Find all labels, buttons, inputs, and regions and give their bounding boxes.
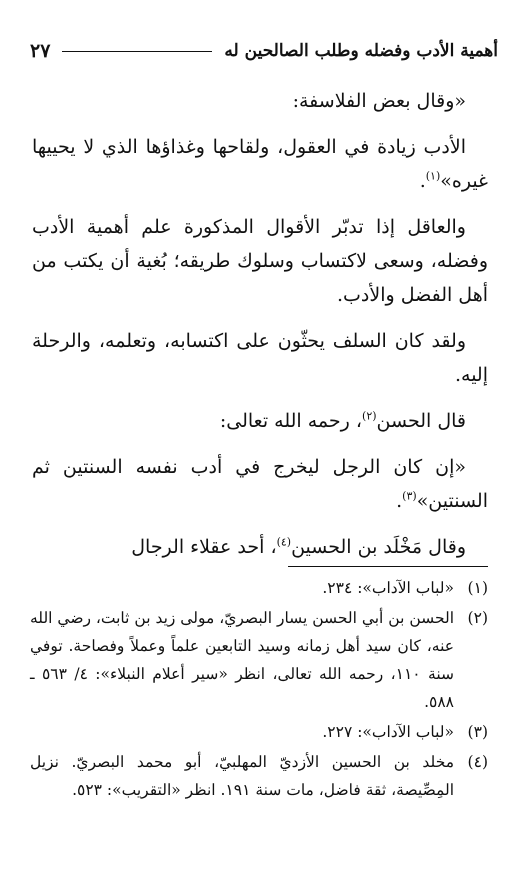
footnotes xyxy=(30,574,488,806)
footnote-ref: (١) xyxy=(425,169,441,183)
paragraph-text: ، رحمه الله تعالى: xyxy=(219,410,363,432)
paragraph-text: . xyxy=(396,490,403,512)
paragraph xyxy=(32,210,488,312)
paragraph xyxy=(32,450,488,518)
paragraph-text: ولقد كان السلف يحثّون على اكتسابه، وتعلمه، والرحلة إليه. xyxy=(32,330,488,386)
footnote-ref: (٢) xyxy=(362,409,377,423)
paragraph xyxy=(32,404,488,438)
footnote xyxy=(30,574,488,602)
header-rule xyxy=(62,51,212,52)
footnote-number: (٢) xyxy=(467,609,488,627)
paragraph xyxy=(32,530,488,564)
page-number: ٢٧ xyxy=(30,40,51,62)
footnote-text: مخلد بن الحسين الأزديّ المهلبيّ، أبو محمد البصريّ. نزيل المِصِّيصة، ثقة فاضل، مات سنة ١٩١. انظر «التقريب»: ٥٢٣. xyxy=(30,753,454,799)
paragraph-text: ، أحد عقلاء الرجال xyxy=(131,536,277,558)
paragraph-text: والعاقل إذا تدبّر الأقوال المذكورة علم أهمية الأدب وفضله، وسعى لاكتساب وسلوك طريقه؛ بُغية أن يكتب من أهل الفضل والأدب. xyxy=(32,216,488,306)
paragraph xyxy=(32,84,488,118)
footnote xyxy=(30,718,488,746)
footnote-text: «لباب الآداب»: ٢٢٧. xyxy=(322,723,454,741)
footnote-number: (٣) xyxy=(467,723,488,741)
footnote xyxy=(30,748,488,804)
paragraph-text: الأدب زيادة في العقول، ولقاحها وغذاؤها الذي لا يحييها غيره» xyxy=(32,136,488,192)
footnote-text: «لباب الآداب»: ٢٣٤. xyxy=(322,579,454,597)
running-header xyxy=(30,36,498,66)
main-text xyxy=(32,84,488,576)
footnote-number: (١) xyxy=(467,579,488,597)
paragraph: الأدب زيادة في العقول، ولقاحها وغذاؤها الذي لا يحييها غيره»$^{(١)}$. xyxy=(32,136,488,192)
footnote-ref: (٤) xyxy=(276,535,292,549)
footnote-number: (٤) xyxy=(467,753,488,771)
footnote-ref: (٣) xyxy=(402,489,417,503)
paragraph-text: «إن كان الرجل ليخرج في أدب نفسه السنتين ثم السنتين» xyxy=(32,456,488,512)
running-title: أهمية الأدب وفضله وطلب الصالحين له xyxy=(224,41,498,61)
paragraph xyxy=(32,324,488,392)
footnote-separator xyxy=(288,566,488,567)
paragraph-text: وقال مَخْلَد بن الحسين xyxy=(291,536,466,558)
paragraph-text: «وقال بعض الفلاسفة: xyxy=(292,90,466,112)
paragraph-text: قال الحسن xyxy=(376,410,466,432)
footnote xyxy=(30,604,488,716)
footnote-text: الحسن بن أبي الحسن يسار البصريّ، مولى زيد بن ثابت، رضي الله عنه، كان سيد أهل زمانه وسيد التابعين علماً وعملاً وفصاحة. توفي سنة ١١٠، رحمه الله تعالى، انظر «سير أعلام النبلاء»: ٤/ ٥٦٣ ـ ٥٨٨. xyxy=(30,609,455,711)
